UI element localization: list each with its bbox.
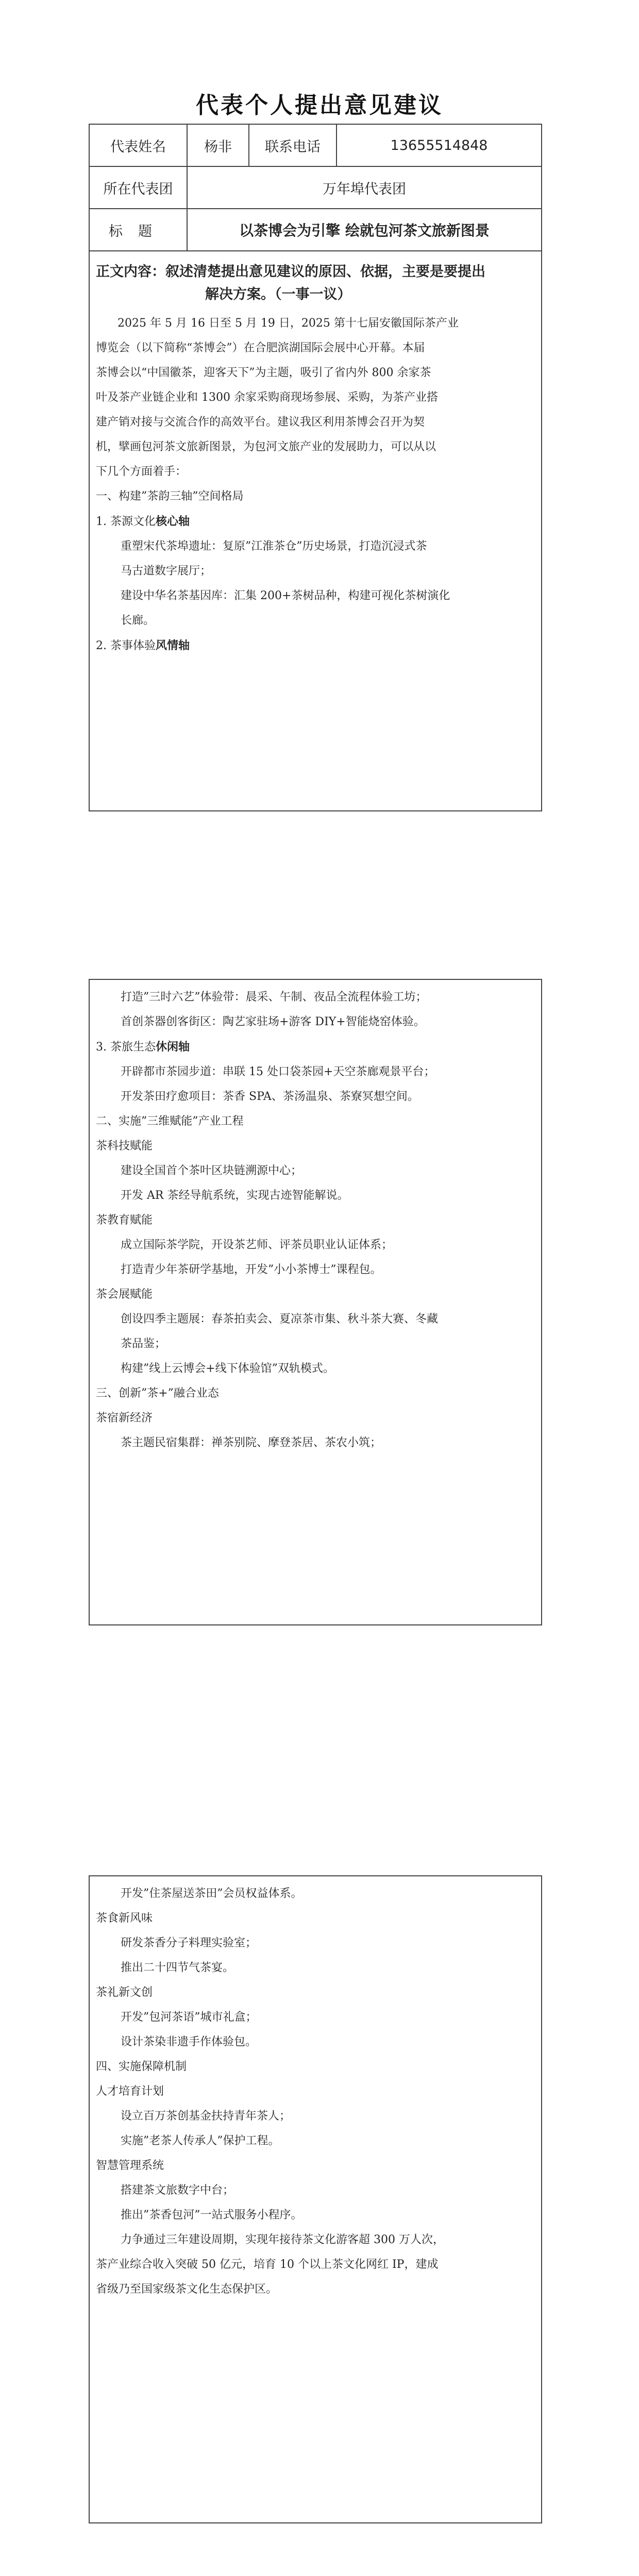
subject-label: 标题	[90, 209, 188, 250]
item-line: 首创茶器创客街区：陶艺家驻场+游客 DIY+智能烧窑体验。	[121, 1015, 425, 1028]
section-2-heading: 二、实施”三维赋能”产业工程	[96, 1115, 244, 1128]
subheading: 茶科技赋能	[96, 1140, 153, 1153]
item-line: 开辟都市茶园步道：串联 15 处口袋茶园+天空茶廊观景平台；	[121, 1065, 435, 1078]
item-line: 建设全国首个茶叶区块链溯源中心；	[121, 1164, 302, 1177]
instruction-text	[90, 251, 541, 308]
item-line: 开发 AR 茶经导航系统，实现古迹智能解说。	[121, 1189, 349, 1202]
item-line: 开发茶田疗愈项目：茶香 SPA、茶汤温泉、茶寮冥想空间。	[121, 1090, 419, 1103]
phone-value: 13655514848	[390, 137, 488, 154]
intro-line: 建产销对接与交流合作的高效平台。建议我区利用茶博会召开为契	[96, 416, 425, 429]
form-page-2	[89, 979, 542, 1625]
item-emphasis: 风情轴	[155, 639, 190, 652]
item-line: 开发”包河茶语”城市礼盒；	[121, 2011, 257, 2024]
intro-line: 2025 年 5 月 16 日至 5 月 19 日，2025 第十七届安徽国际茶产业	[117, 317, 459, 330]
instruction-line-1: 正文内容：叙述清楚提出意见建议的原因、依据，主要是要提出	[96, 264, 485, 280]
item-line: 推出”茶香包河”一站式服务小程序。	[121, 2209, 302, 2222]
item-line: 马古道数字展厅；	[121, 565, 212, 578]
item-line: 打造青少年茶研学基地，开发”小小茶博士”课程包。	[121, 1263, 382, 1276]
section-4-heading: 四、实施保障机制	[96, 2060, 187, 2073]
subheading: 茶会展赋能	[96, 1288, 153, 1301]
intro-line: 叶及茶产业链企业和 1300 余家采购商现场参展、采购，为茶产业搭	[96, 391, 438, 404]
header-row-group	[90, 167, 541, 209]
intro-line: 博览会（以下简称“茶博会”）在合肥滨湖国际会展中心开幕。本届	[96, 342, 425, 354]
item-line: 实施”老茶人传承人”保护工程。	[121, 2134, 280, 2147]
item-prefix: 3. 茶旅生态	[96, 1041, 156, 1054]
phone-label: 联系电话	[249, 125, 337, 166]
subheading: 茶礼新文创	[96, 1986, 153, 1999]
section-1-item-2	[96, 633, 535, 658]
item-line: 研发茶香分子料理实验室；	[121, 1937, 257, 1950]
subheading: 智慧管理系统	[96, 2159, 164, 2172]
item-line: 推出二十四节气茶宴。	[121, 1961, 234, 1974]
item-line: 构建”线上云博会+线下体验馆”双轨模式。	[121, 1362, 334, 1375]
item-emphasis: 休闲轴	[155, 1040, 190, 1054]
section-3-heading: 三、创新”茶+”融合业态	[96, 1387, 219, 1400]
item-line: 打造”三时六艺”体验带：晨采、午制、夜品全流程体验工坊；	[121, 991, 427, 1004]
section-1-item-3	[96, 1035, 535, 1060]
intro-line: 下几个方面着手：	[96, 465, 187, 478]
subheading: 茶教育赋能	[96, 1214, 153, 1227]
closing-line: 省级乃至国家级茶文化生态保护区。	[96, 2283, 278, 2296]
header-row-name-phone	[90, 125, 541, 167]
name-label: 代表姓名	[90, 125, 188, 166]
subheading: 人才培育计划	[96, 2085, 164, 2098]
group-value: 万年埠代表团	[323, 181, 406, 197]
item-emphasis: 核心轴	[155, 515, 190, 528]
item-line: 创设四季主题展：春茶拍卖会、夏凉茶市集、秋斗茶大赛、冬藏	[121, 1313, 439, 1326]
closing-line: 茶产业综合收入突破 50 亿元，培育 10 个以上茶文化网红 IP，建成	[96, 2258, 439, 2271]
item-line: 长廊。	[121, 614, 155, 627]
intro-line: 茶博会以“中国徽茶，迎客天下”为主题，吸引了省内外 800 余家茶	[96, 366, 431, 379]
item-prefix: 2. 茶事体验	[96, 639, 156, 652]
document-title: 代表个人提出意见建议	[196, 92, 443, 118]
name-value: 杨非	[188, 125, 249, 166]
instruction-line-2: 解决方案。（一事一议）	[205, 286, 351, 302]
form-page-1	[89, 124, 542, 811]
form-page-3	[89, 1875, 542, 2523]
item-line: 建设中华名茶基因库：汇集 200+茶树品种，构建可视化茶树演化	[121, 589, 450, 602]
subheading: 茶食新风味	[96, 1912, 153, 1925]
closing-line: 力争通过三年建设周期，实现年接待茶文化游客超 300 万人次，	[121, 2233, 444, 2246]
item-line: 茶主题民宿集群：禅茶别院、摩登茶居、茶农小筑；	[121, 1436, 382, 1449]
intro-line: 机，擘画包河茶文旅新图景，为包河文旅产业的发展助力，可以从以	[96, 440, 436, 453]
item-line: 成立国际茶学院，开设茶艺师、评茶员职业认证体系；	[121, 1239, 393, 1251]
header-row-subject	[90, 209, 541, 251]
body-page-3	[90, 1876, 541, 2302]
item-line: 搭建茶文旅数字中台；	[121, 2184, 234, 2197]
item-prefix: 1. 茶源文化	[96, 515, 156, 528]
item-line: 重塑宋代茶埠遗址：复原”江淮茶仓”历史场景，打造沉浸式茶	[121, 540, 427, 553]
body-page-2	[90, 980, 541, 1455]
body-page-1	[90, 308, 541, 658]
section-1-item-1	[96, 509, 535, 534]
subheading: 茶宿新经济	[96, 1412, 153, 1425]
item-line: 茶品鉴；	[121, 1337, 166, 1350]
group-label: 所在代表团	[90, 167, 188, 208]
item-line: 设计茶染非遗手作体验包。	[121, 2036, 257, 2048]
subject-value: 以茶博会为引擎 绘就包河茶文旅新图景	[239, 222, 490, 239]
section-1-heading: 一、构建”茶韵三轴”空间格局	[96, 490, 244, 503]
item-line: 开发”住茶屋送茶田”会员权益体系。	[121, 1887, 302, 1900]
item-line: 设立百万茶创基金扶持青年茶人；	[121, 2110, 291, 2123]
